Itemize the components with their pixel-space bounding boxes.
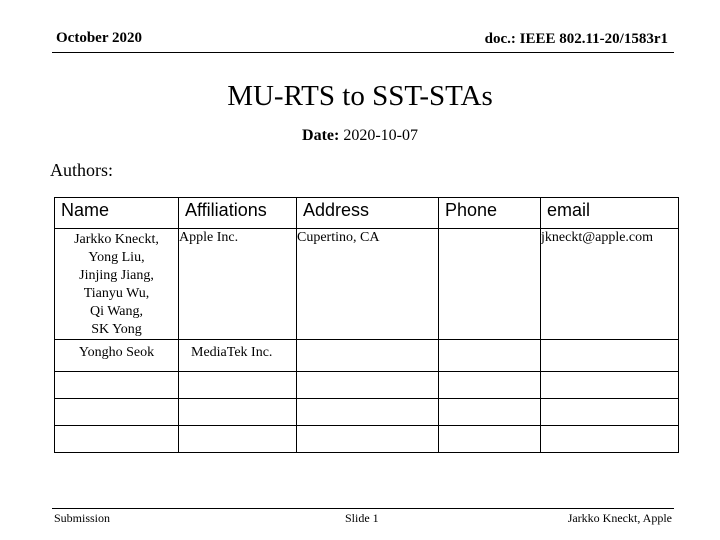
author-names-cell	[55, 229, 179, 340]
column-header-affiliations: Affiliations	[179, 198, 297, 229]
header-date: October 2020	[56, 30, 142, 46]
empty-cell	[55, 399, 179, 426]
author-name: Yong Liu,	[88, 250, 145, 265]
empty-cell	[297, 399, 439, 426]
footer-slide-number: Slide 1	[345, 511, 379, 525]
empty-cell	[541, 399, 679, 426]
empty-cell	[297, 372, 439, 399]
author-name: Jarkko Kneckt,	[74, 232, 159, 247]
empty-cell	[297, 426, 439, 453]
empty-cell	[439, 372, 541, 399]
affiliation-cell: MediaTek Inc.	[179, 340, 297, 372]
table-row-empty	[55, 399, 679, 426]
phone-cell	[439, 340, 541, 372]
email-cell	[541, 340, 679, 372]
empty-cell	[179, 372, 297, 399]
empty-cell	[55, 372, 179, 399]
footer-author: Jarkko Kneckt, Apple	[567, 511, 672, 525]
author-name: SK Yong	[91, 322, 142, 337]
date-label: Date:	[302, 127, 340, 144]
column-header-name: Name	[55, 198, 179, 229]
table-header-row	[55, 198, 679, 229]
author-name: Yongho Seok	[55, 340, 179, 372]
empty-cell	[179, 426, 297, 453]
date-value: 2020-10-07	[343, 127, 418, 144]
affiliation-cell: Apple Inc.	[179, 229, 297, 340]
empty-cell	[541, 426, 679, 453]
address-cell: Cupertino, CA	[297, 229, 439, 340]
table-row	[55, 229, 679, 340]
empty-cell	[439, 399, 541, 426]
table-row-empty	[55, 426, 679, 453]
date-line	[0, 127, 720, 145]
empty-cell	[55, 426, 179, 453]
column-header-email: email	[541, 198, 679, 229]
authors-label: Authors:	[50, 160, 113, 180]
phone-cell	[439, 229, 541, 340]
empty-cell	[179, 399, 297, 426]
empty-cell	[541, 372, 679, 399]
author-name: Qi Wang,	[89, 304, 144, 319]
email-cell: jkneckt@apple.com	[541, 229, 679, 340]
slide-title: MU-RTS to SST-STAs	[227, 80, 493, 112]
table-row-empty	[55, 372, 679, 399]
footer-divider	[52, 508, 674, 509]
table-row	[55, 340, 679, 372]
footer-submission: Submission	[54, 511, 111, 525]
column-header-address: Address	[297, 198, 439, 229]
empty-cell	[439, 426, 541, 453]
author-name: Tianyu Wu,	[83, 286, 150, 301]
header-doc-id: doc.: IEEE 802.11-20/1583r1	[484, 31, 668, 47]
column-header-phone: Phone	[439, 198, 541, 229]
address-cell	[297, 340, 439, 372]
authors-table	[54, 197, 679, 453]
author-name: Jinjing Jiang,	[79, 268, 154, 283]
header-divider	[52, 52, 674, 53]
